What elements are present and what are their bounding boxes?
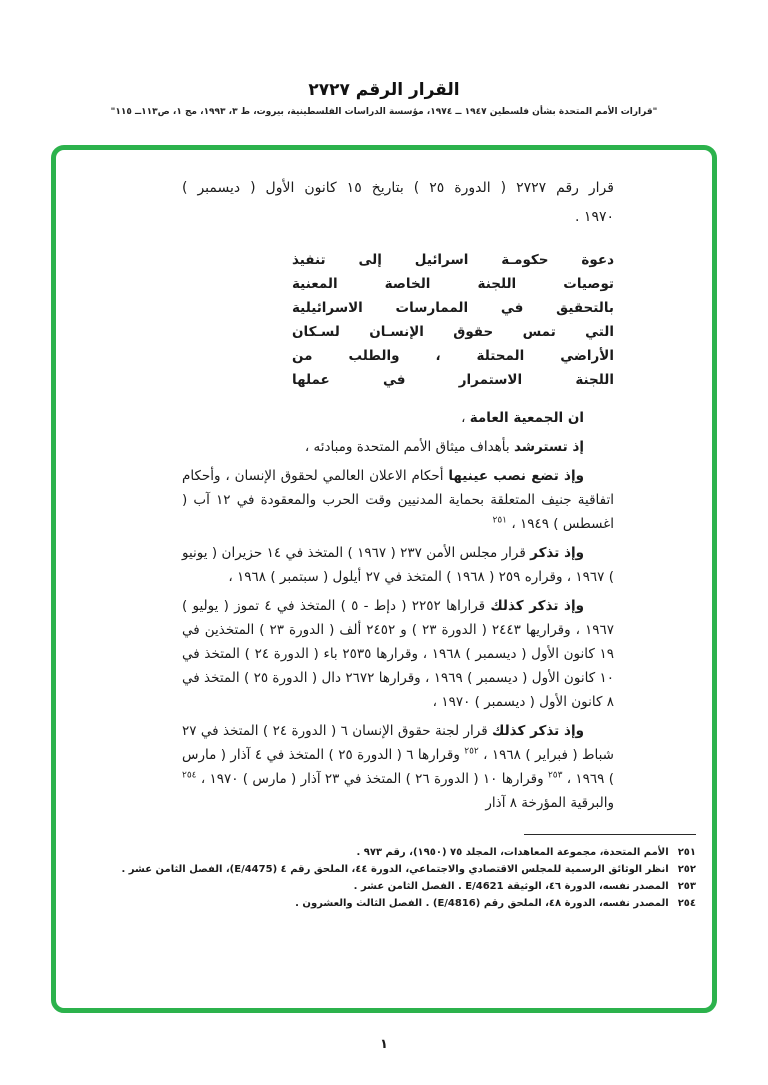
paragraph-text: بأهداف ميثاق الأمم المتحدة ومبادئه ،	[304, 439, 514, 455]
resolution-summary-line: بالتحقيق في الممارسات الاسرائيلية	[292, 300, 614, 316]
resolution-summary-line: الأراضي المحتلة ، والطلب من	[292, 348, 614, 364]
footnote-text: المصدر نفسه، الدورة ٤٦، الوثيقة E/4621 . الفصل الثامن عشر .	[353, 881, 669, 892]
content-frame	[51, 145, 717, 1013]
resolution-summary-line: توصيات اللجنة الخاصة المعنية	[292, 276, 614, 292]
document-header	[0, 0, 768, 117]
footnotes-list	[84, 844, 696, 912]
resolution-paragraphs	[182, 406, 614, 815]
footnote-text: الأمم المتحدة، مجموعة المعاهدات، المجلد ٧٥ (١٩٥٠)، رقم ٩٧٣ .	[356, 847, 669, 858]
resolution-paragraph	[182, 719, 614, 815]
document-title: القرار الرقم ٢٧٢٧	[308, 80, 460, 100]
footnote-separator	[524, 834, 696, 835]
resolution-summary	[292, 248, 614, 392]
footnote-number: ٢٥٢	[677, 864, 696, 875]
footnote-item	[84, 895, 696, 912]
resolution-summary-line: التي تمس حقوق الإنسـان لسـكان	[292, 324, 614, 340]
paragraph-lead: وإذ تذكر كذلك	[490, 598, 584, 614]
document-source-line: "قرارات الأمم المتحدة بشأن فلسطين ١٩٤٧ ــ ١٩٧٤، مؤسسة الدراسات الفلسطينية، بيروت، ط ٣، ١٩٩٣، مج ١، ص١١٣ــ ١١٥"	[110, 107, 658, 117]
paragraph-lead: وإذ تذكر	[530, 545, 585, 561]
resolution-heading-line: ١٩٧٠ .	[575, 209, 614, 225]
resolution-summary-line: اللجنة الاستمرار في عملها	[292, 372, 614, 388]
footnote-reference: ٢٥٣	[547, 770, 563, 781]
paragraph-text: قرار مجلس الأمن ٢٣٧ ( ١٩٦٧ ) المتخذ في ١٤ حزيران ( يونيو ) ١٩٦٧ ، وقراره ٢٥٩ ( ١٩٦٨ ) المتخذ في ٢٧ أيلول ( سبتمبر ) ١٩٦٨ ،	[182, 545, 614, 585]
footnote-number: ٢٥١	[677, 847, 696, 858]
paragraph-text: قرار لجنة حقوق الإنسان ٦ ( الدورة ٢٤ ) المتخذ في ٢٧ شباط ( فبراير ) ١٩٦٨ ،	[182, 723, 614, 763]
paragraph-text: والبرقية المؤرخة ٨ آذار	[485, 795, 614, 811]
footnote-reference: ٢٥٢	[464, 746, 479, 757]
paragraph-lead: وإذ تذكر كذلك	[492, 723, 584, 739]
footnote-item	[84, 861, 696, 878]
footnote-reference: ٢٥٤	[182, 770, 197, 781]
footnotes-section	[84, 834, 696, 912]
footnote-reference: ٢٥١	[492, 515, 508, 526]
resolution-paragraph	[182, 464, 614, 536]
resolution-paragraph	[182, 594, 614, 714]
resolution-summary-line: دعوة حكومـة اسرائيل إلى تنفيذ	[292, 252, 614, 268]
paragraph-text: وقرارها ٦ ( الدورة ٢٥ ) المتخذ في ٤ آذار ( مارس ) ١٩٦٩ ،	[182, 747, 615, 787]
footnote-text: المصدر نفسه، الدورة ٤٨، الملحق رقم (E/4816) . الفصل الثالث والعشرون .	[295, 898, 669, 909]
paragraph-text: أحكام الاعلان العالمي لحقوق الإنسان ، وأحكام اتفاقية جنيف المتعلقة بحماية المدنيين وقت الحرب والمعقودة في ١٢ آب ( اغسطس ) ١٩٤٩ ،	[182, 468, 614, 532]
footnote-text: انظر الوثائق الرسمية للمجلس الاقتصادي والاجتماعي، الدورة ٤٤، الملحق رقم ٤ (E/4475)، الفصل الثامن عشر .	[121, 864, 669, 875]
paragraph-text: ،	[461, 410, 470, 426]
resolution-paragraph	[182, 406, 614, 430]
resolution-heading-line: قرار رقم ٢٧٢٧ ( الدورة ٢٥ ) بتاريخ ١٥ كانون الأول ( ديسمبر )	[182, 180, 614, 196]
paragraph-text: وقرارها ١٠ ( الدورة ٢٦ ) المتخذ في ٢٣ آذار ( مارس ) ١٩٧٠ ،	[196, 771, 548, 787]
footnote-number: ٢٥٣	[677, 881, 696, 892]
resolution-paragraph	[182, 435, 614, 459]
footnote-item	[84, 878, 696, 895]
paragraph-lead: ان الجمعية العامة	[469, 410, 584, 426]
footnote-item	[84, 844, 696, 861]
resolution-heading	[182, 174, 614, 232]
footnote-number: ٢٥٤	[677, 898, 696, 909]
resolution-body	[182, 174, 614, 815]
paragraph-lead: إذ تسترشد	[513, 439, 584, 455]
paragraph-lead: وإذ تضع نصب عينيها	[448, 468, 584, 484]
page-number: ١	[380, 1037, 388, 1052]
resolution-paragraph	[182, 541, 614, 589]
paragraph-text: قراراها ٢٢٥٢ ( دإط - ٥ ) المتخذ في ٤ تموز ( يوليو ) ١٩٦٧ ، وقراريها ٢٤٤٣ ( الدورة ٢٣ ) و ٢٤٥٢ ألف ( الدورة ٢٣ ) المتخذين في ١٩ كانون الأول ( ديسمبر ) ١٩٦٨ ، وقرارها ٢٥٣٥ باء ( الدورة ٢٤ ) المتخذ في ١٠ كانون الأول ( ديسمبر ) ١٩٦٩ ، وقرارها ٢٦٧٢ دال ( الدورة ٢٥ ) المتخذ في ٨ كانون الأول ( ديسمبر ) ١٩٧٠ ،	[182, 598, 615, 710]
